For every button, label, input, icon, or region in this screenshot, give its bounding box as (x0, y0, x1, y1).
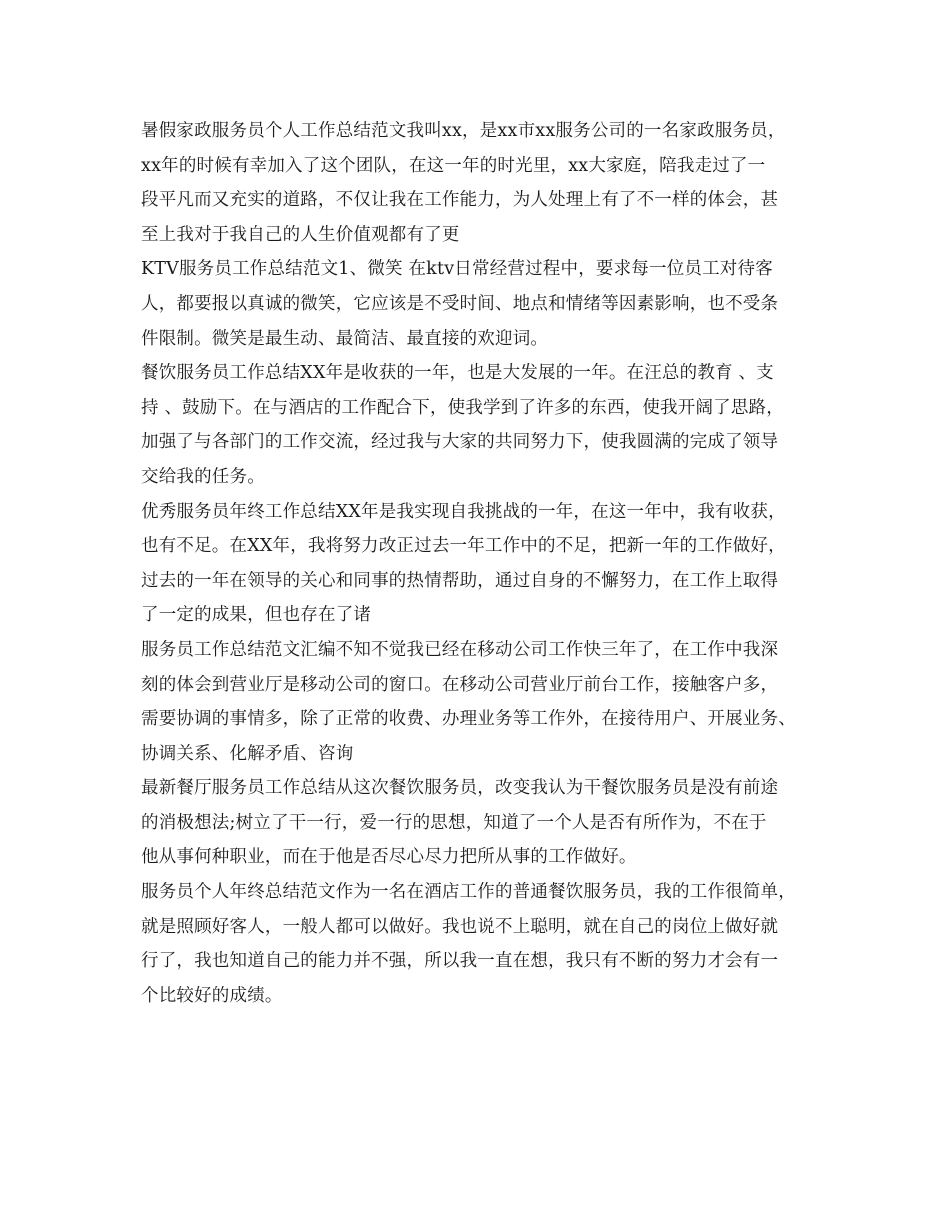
paragraph-catering-summary (141, 356, 841, 494)
text-line: 刻的体会到营业厅是移动公司的窗口。在移动公司营业厅前台工作，接触客户多， (141, 674, 779, 695)
text-line: 的消极想法;树立了干一行，爱一行的思想，知道了一个人是否有所作为，不在于 (141, 812, 767, 833)
text-line: 也有不足。在XX年，我将努力改正过去一年工作中的不足，把新一年的工作做好， (141, 536, 786, 557)
text-line: 暑假家政服务员个人工作总结范文我叫xx，是xx市xx服务公司的一名家政服务员， (141, 121, 786, 141)
text-line: 人，都要报以真诚的微笑，它应该是不受时间、地点和情绪等因素影响，也不受条 (141, 293, 779, 314)
text-line: 件限制。微笑是最生动、最简洁、最直接的欢迎词。 (141, 328, 549, 349)
text-line: 段平凡而又充实的道路，不仅让我在工作能力，为人处理上有了不一样的体会，甚 (141, 190, 779, 211)
text-line: KTV服务员工作总结范文1、微笑 在ktv日常经营过程中，要求每一位员工对待客 (141, 259, 773, 280)
text-line: 他从事何种职业，而在于他是否尽心尽力把所从事的工作做好。 (141, 847, 637, 868)
text-line: 过去的一年在领导的关心和同事的热情帮助，通过自身的不懈努力，在工作上取得 (141, 570, 779, 591)
text-line: 就是照顾好客人，一般人都可以做好。我也说不上聪明，就在自己的岗位上做好就 (141, 916, 779, 937)
text-line: 持 、鼓励下。在与酒店的工作配合下，使我学到了许多的东西，使我开阔了思路， (141, 397, 784, 418)
text-line: 协调关系、化解矛盾、咨询 (141, 743, 354, 764)
text-line: 最新餐厅服务员工作总结从这次餐饮服务员，改变我认为干餐饮服务员是没有前途 (141, 778, 779, 799)
text-line: 服务员个人年终总结范文作为一名在酒店工作的普通餐饮服务员，我的工作很简单， (141, 882, 796, 903)
text-line: 个比较好的成绩。 (141, 985, 283, 1006)
text-line: 了一定的成果，但也存在了诸 (141, 605, 372, 626)
paragraph-housekeeping-summary (141, 114, 841, 252)
paragraph-mobile-hall-summary (141, 633, 841, 771)
paragraph-restaurant-summary (141, 771, 841, 875)
text-line: 加强了与各部门的工作交流，经过我与大家的共同努力下，使我圆满的完成了领导 (141, 432, 779, 453)
paragraph-ktv-summary (141, 252, 841, 356)
text-line: xx年的时候有幸加入了这个团队，在这一年的时光里，xx大家庭，陪我走过了一 (141, 155, 766, 176)
text-line: 优秀服务员年终工作总结XX年是我实现自我挑战的一年，在这一年中，我有收获， (141, 501, 786, 522)
paragraph-year-end-summary (141, 495, 841, 633)
text-line: 至上我对于我自己的人生价值观都有了更 (141, 224, 460, 245)
text-line: 交给我的任务。 (141, 466, 265, 487)
text-line: 餐饮服务员工作总结XX年是收获的一年，也是大发展的一年。在汪总的教育 、支 (141, 363, 774, 384)
document-body (141, 114, 841, 1013)
paragraph-personal-year-end-summary (141, 875, 841, 1013)
text-line: 行了，我也知道自己的能力并不强，所以我一直在想，我只有不断的努力才会有一 (141, 951, 779, 972)
text-line: 服务员工作总结范文汇编不知不觉我已经在移动公司工作快三年了，在工作中我深 (141, 639, 779, 660)
text-line: 需要协调的事情多，除了正常的收费、办理业务等工作外，在接待用户、开展业务、 (141, 709, 796, 730)
